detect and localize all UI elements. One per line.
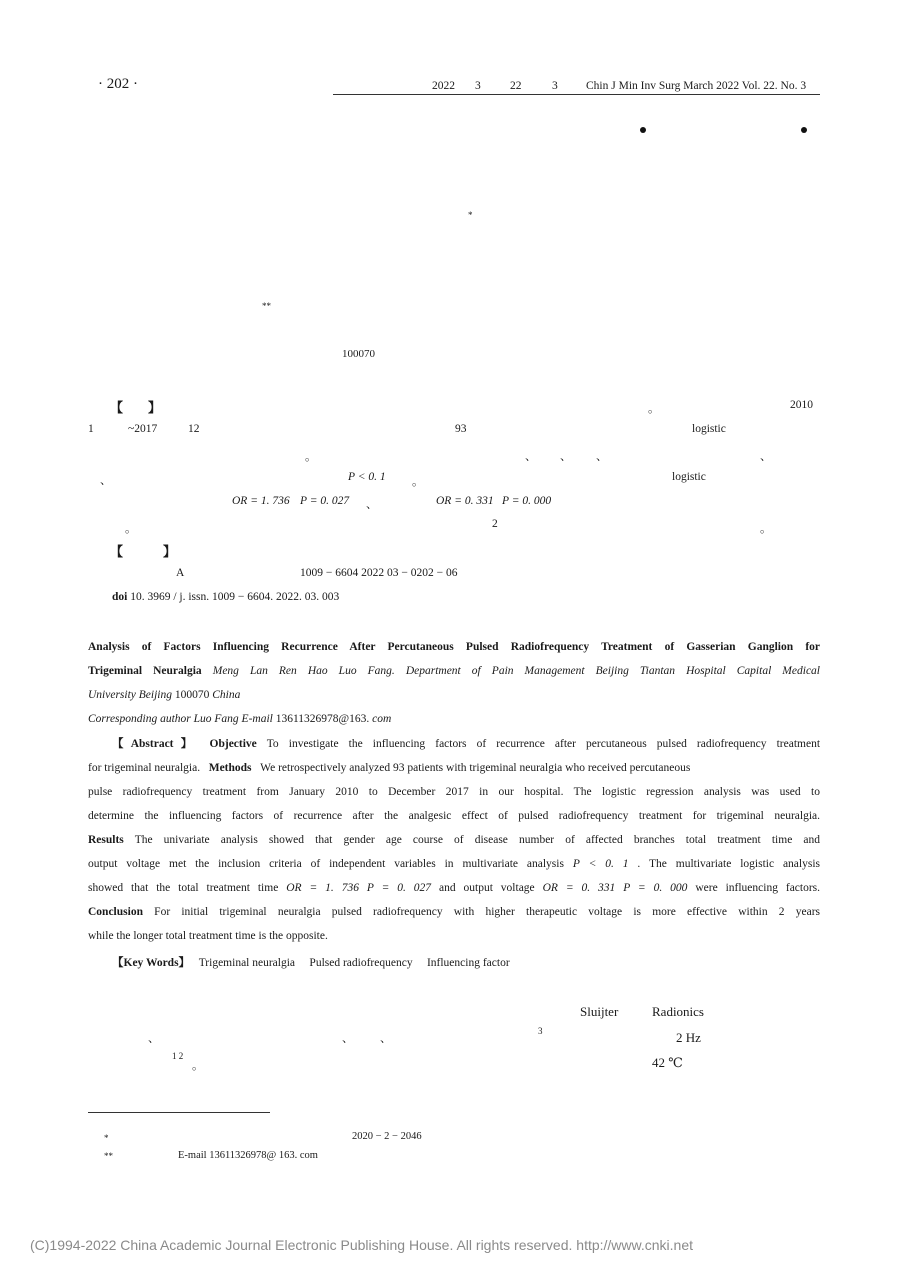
en-keyword-3: Influencing factor [426,957,510,969]
cn-p-time: P = 0. 027 [300,495,350,507]
body-punct: 、 [148,1033,160,1045]
body-temperature: 42 ℃ [652,1055,683,1070]
body-punct: 、 [380,1033,392,1045]
en-conclusion-text-cont: while the longer total treatment time is the opposite. [88,930,328,942]
en-results-text-cont2: . The multivariate logistic analysis [637,858,821,870]
cn-logistic: logistic [692,423,726,435]
cn-month-start: 1 [88,423,94,435]
issue-month: 3 [475,80,481,92]
cn-punct: 。 [648,403,660,415]
cn-punct: 、 [596,451,608,463]
cn-or-voltage: OR = 0. 331 [436,495,494,507]
footnote-1-marker: * [104,1133,109,1143]
en-keyword-2: Pulsed radiofrequency [309,957,413,969]
cn-punct: 、 [366,499,378,511]
bullet-dot [801,127,807,133]
cn-year: 2010 [790,399,813,411]
cn-month-end: 12 [188,423,200,435]
en-results-text: The univariate analysis showed that gender age course of disease number of affected branches total treatment time and [134,834,820,846]
en-keywords-label: 【Key Words】 [112,957,191,969]
en-methods-label: Methods [208,762,252,774]
doi-label: doi [112,591,128,603]
en-affiliation-city: University Beijing [88,689,172,701]
body-punct: 、 [342,1033,354,1045]
en-conclusion-text: For initial trigeminal neuralgia pulsed radiofrequency with higher therapeutic voltage is more effective within 2 years [154,906,820,918]
issue-volume: 22 [510,80,522,92]
en-methods-text-cont1: pulse radiofrequency treatment from January 2010 to December 2017 in our hospital. The logistic regression analysis was used to [88,786,820,798]
cn-punct: 。 [305,451,317,463]
en-results-text-cont5: were influencing factors. [695,882,821,894]
cn-abstract-label-close: 】 [148,400,162,415]
en-affiliation-postcode: 100070 [174,689,210,701]
en-objective-text-cont: for trigeminal neuralgia. [88,762,201,774]
en-results-text-cont1: output voltage met the inclusion criteria of independent variables in multivariate analysis [88,858,564,870]
body-ref-3: 3 [538,1026,543,1036]
cn-punct: 、 [560,451,572,463]
en-authors-affiliation: Meng Lan Ren Hao Luo Fang. Department of Pain Management Beijing Tiantan Hospital Capital Medical [212,665,820,677]
en-keyword-1: Trigeminal neuralgia [198,957,296,969]
affiliation-postcode: 100070 [342,348,375,360]
header-rule [333,94,820,95]
body-punct: 。 [192,1060,204,1072]
cn-punct: 、 [525,451,537,463]
en-results-or-time: OR = 1. 736 P = 0. 027 [286,882,432,894]
body-ref-1-2: 1 2 [172,1051,184,1061]
en-corresponding-label: Corresponding author Luo Fang E-mail [88,713,273,725]
footnote-rule [88,1112,270,1113]
cn-punct: 。 [760,523,772,535]
cn-punct: 。 [125,523,137,535]
copyright-notice: (C)1994-2022 China Academic Journal Electronic Publishing House. All rights reserved. http://www.cnki.net [30,1237,693,1253]
issue-year: 2022 [432,80,455,92]
cn-logistic: logistic [672,471,706,483]
en-corresponding-email: 13611326978@163. [275,713,370,725]
en-methods-text-cont2: determine the influencing factors of recurrence after the analgesic effect of pulsed radiofrequency treatment for trigeminal neuralgia. [88,810,820,822]
cn-years: 2 [492,518,498,530]
cn-p-voltage: P = 0. 000 [502,495,552,507]
cn-punct: 、 [760,451,772,463]
cn-p-threshold: P < 0. 1 [348,471,386,483]
doi-value: 10. 3969 / j. issn. 1009 − 6604. 2022. 03. 003 [130,591,340,603]
cn-or-time: OR = 1. 736 [232,495,290,507]
bullet-dot [640,127,646,133]
title-fund-marker: * [468,210,473,220]
en-abstract-label: 【Abstract】 [112,738,200,750]
body-frequency: 2 Hz [676,1030,701,1045]
en-affiliation-country: China [212,689,241,701]
en-methods-text: We retrospectively analyzed 93 patients with trigeminal neuralgia who received percutaneous [260,762,691,774]
journal-citation: Chin J Min Inv Surg March 2022 Vol. 22. No. 3 [586,80,807,92]
footnote-2-marker: ** [104,1151,113,1161]
cn-keywords-label-open: 【 [110,544,124,559]
cn-patient-count: 93 [455,423,467,435]
en-conclusion-label: Conclusion [88,906,143,918]
author-corr-marker: ** [262,301,271,311]
footnote-1-text: 2020 − 2 − 2046 [352,1131,422,1142]
body-sluijter: Sluijter [580,1004,619,1019]
classification-code: A [176,567,185,579]
en-objective-text: To investigate the influencing factors of recurrence after percutaneous pulsed radiofrequency treatment [266,738,821,750]
cn-abstract-label-open: 【 [110,400,124,415]
cn-year-end: ~2017 [128,423,158,435]
cn-punct: 。 [412,476,424,488]
en-title-line2: Trigeminal Neuralgia [88,665,202,677]
page-number: · 202 · [98,76,138,92]
en-results-p-threshold: P < 0. 1 [572,858,629,870]
article-id: 1009 − 6604 2022 03 − 0202 − 06 [300,567,458,579]
en-results-label: Results [88,834,124,846]
en-results-text-cont4: and output voltage [438,882,535,894]
footnote-2-text: E-mail 13611326978@ 163. com [178,1150,318,1161]
issue-number: 3 [552,80,558,92]
en-objective-label: Objective [209,738,257,750]
en-title-line1: Analysis of Factors Influencing Recurrence After Percutaneous Pulsed Radiofrequency Treatment of Gasserian Ganglion for [88,641,820,653]
cn-keywords-label-close: 】 [163,544,177,559]
en-results-text-cont3: showed that the total treatment time [88,882,279,894]
body-radionics: Radionics [652,1004,704,1019]
en-corresponding-email-tld: com [372,713,392,725]
cn-punct: 、 [100,475,112,487]
en-results-or-voltage: OR = 0. 331 P = 0. 000 [542,882,688,894]
